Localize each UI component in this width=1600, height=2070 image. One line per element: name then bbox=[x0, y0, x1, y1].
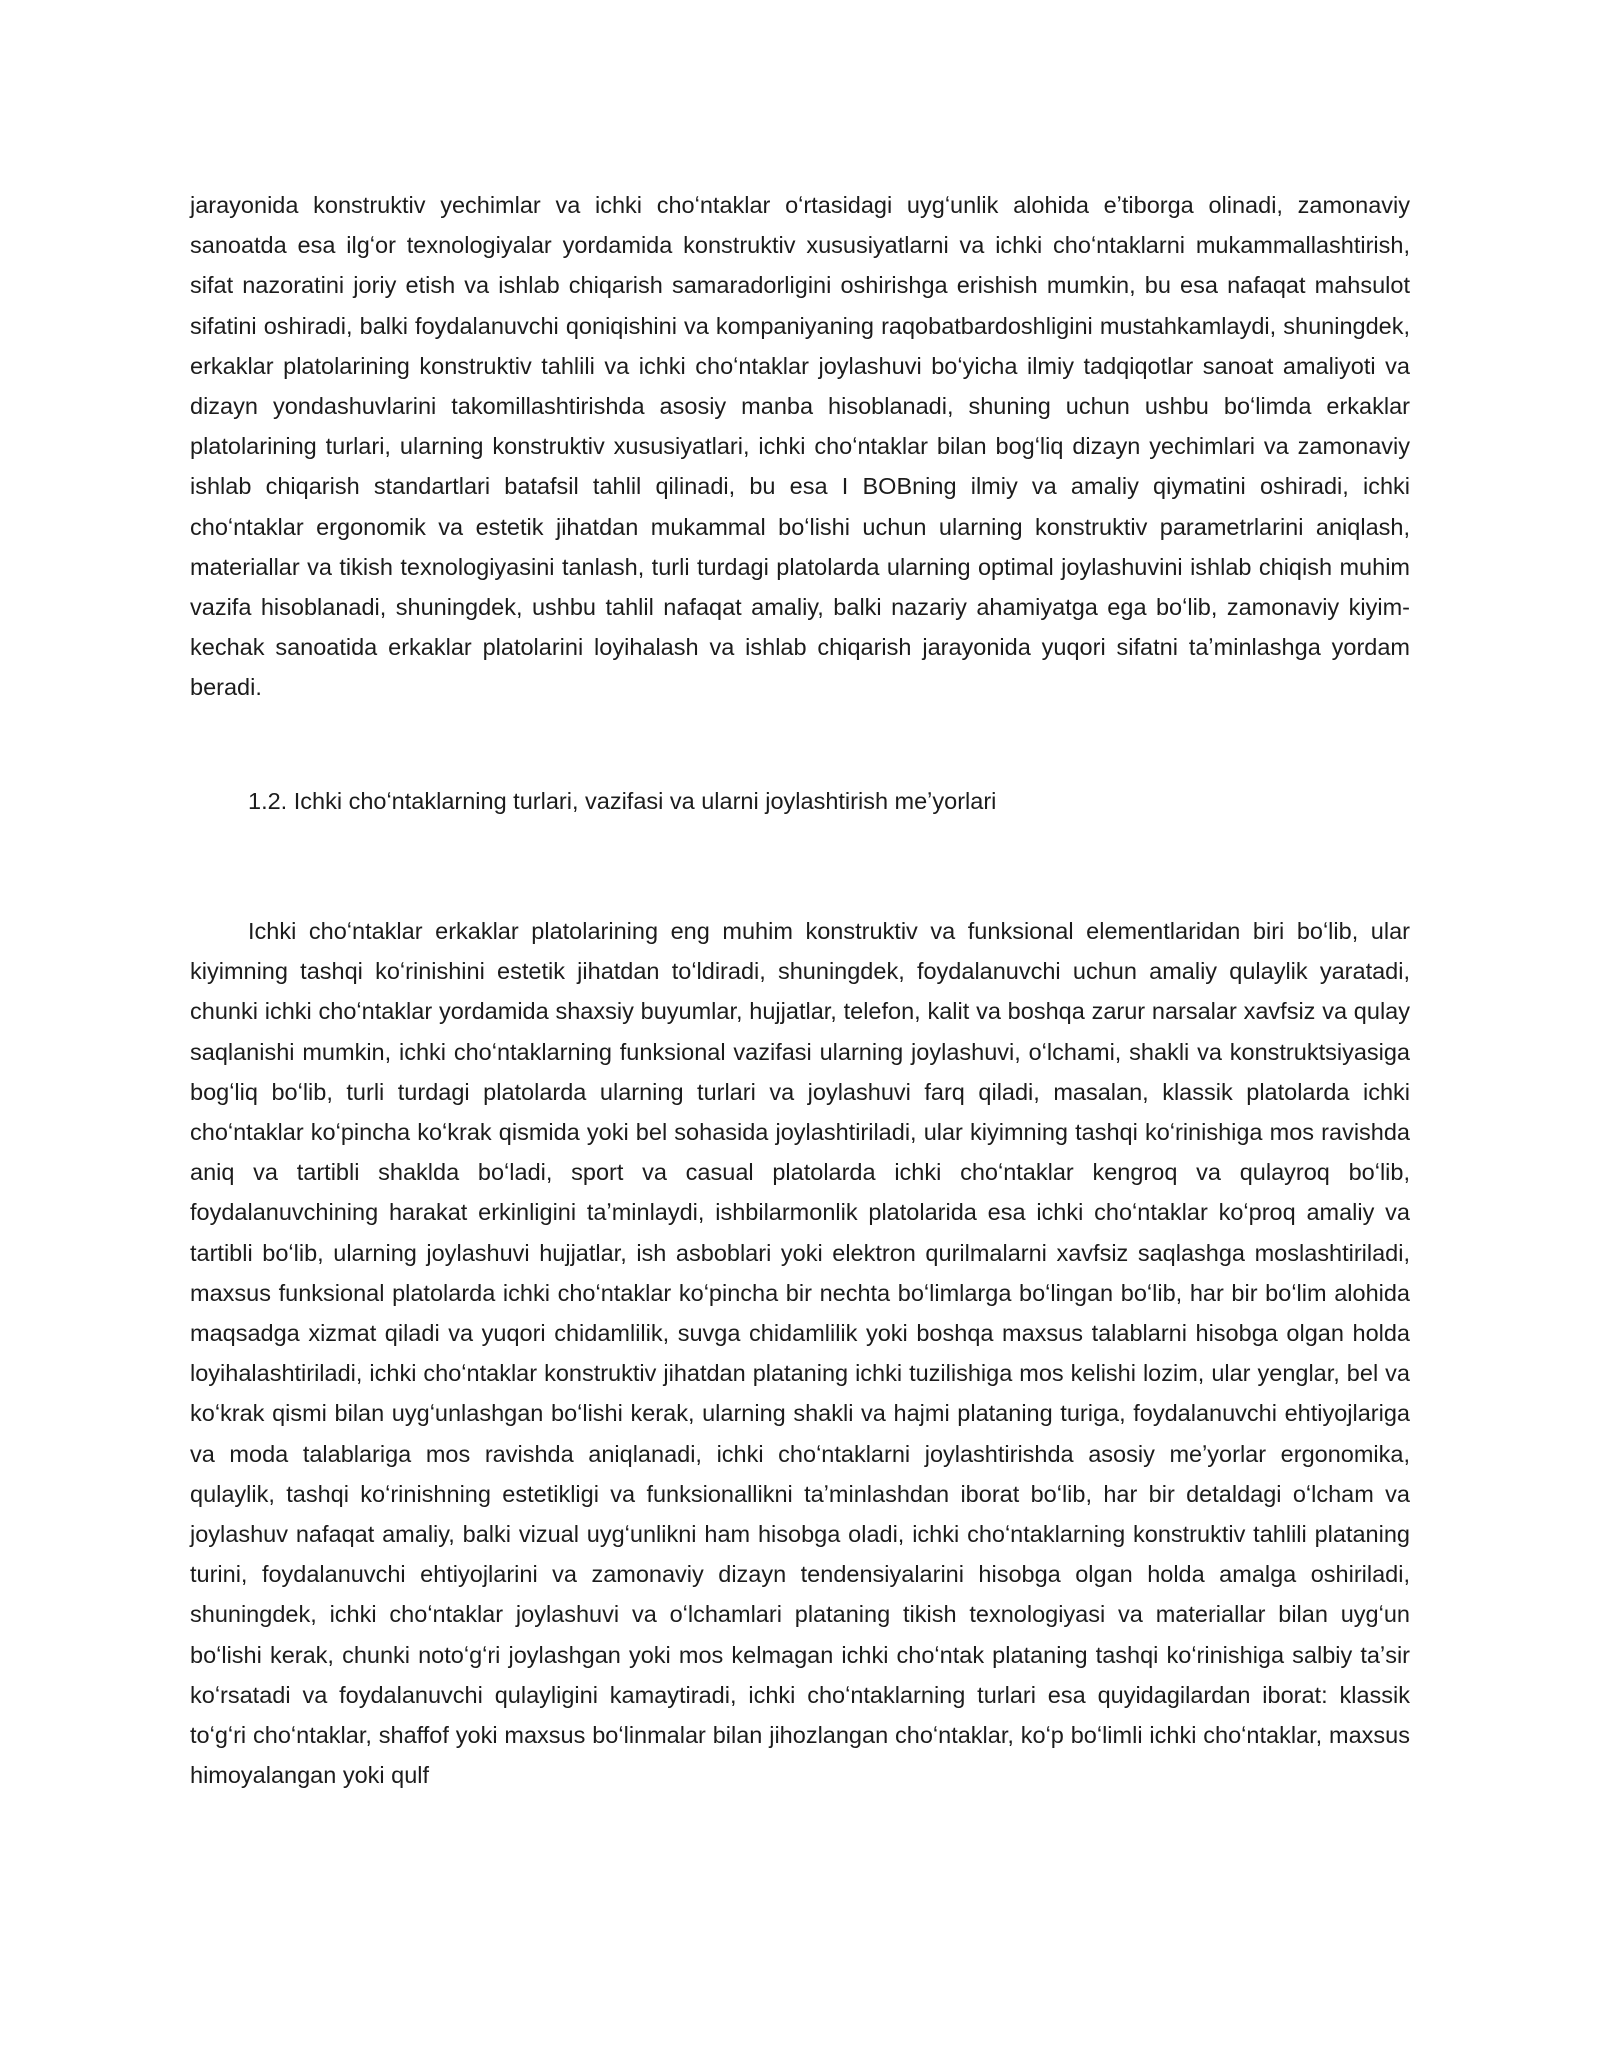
paragraph-text: jarayonida konstruktiv yechimlar va ichki choʻntaklar oʻrtasidagi uygʻunlik alohida eʼtiborga olinadi, zamonaviy sanoatda esa ilgʻor texnologiyalar yordamida konstruktiv xususiyatlarni va ichki choʻntaklarni mukammallashtirish, sifat nazoratini joriy etish va ishlab chiqarish samaradorligini oshirishga erishish mumkin, bu esa nafaqat mahsulot sifatini oshiradi, balki foydalanuvchi qoniqishini va kompaniyaning raqobatbardoshligini mustahkamlaydi, shuningdek, erkaklar platolarining konstruktiv tahlili va ichki choʻntaklar joylashuvi boʻyicha ilmiy tadqiqotlar sanoat amaliyoti va dizayn yondashuvlarini takomillashtirishda asosiy manba hisoblanadi, shuning uchun ushbu boʻlimda erkaklar platolarining turlari, ularning konstruktiv xususiyatlari, ichki choʻntaklar bilan bogʻliq dizayn yechimlari va zamonaviy ishlab chiqarish standartlari batafsil tahlil qilinadi, bu esa I BOBning ilmiy va amaliy qiymatini oshiradi, ichki choʻntaklar ergonomik va estetik jihatdan mukammal boʻlishi uchun ularning konstruktiv parametrlarini aniqlash, materiallar va tikish texnologiyasini tanlash, turli turdagi platolarda ularning optimal joylashuvini ishlab chiqish muhim vazifa hisoblanadi, shuningdek, ushbu tahlil nafaqat amaliy, balki nazariy ahamiyatga ega boʻlib, zamonaviy kiyim-kechak sanoatida erkaklar platolarini loyihalash va ishlab chiqarish jarayonida yuqori sifatni taʼminlashga yordam beradi. bbox=[190, 192, 1410, 701]
paragraph-text: Ichki choʻntaklar erkaklar platolarining eng muhim konstruktiv va funksional elementlaridan biri boʻlib, ular kiyimning tashqi koʻrinishini estetik jihatdan toʻldiradi, shuningdek, foydalanuvchi uchun amaliy qulaylik yaratadi, chunki ichki choʻntaklar yordamida shaxsiy buyumlar, hujjatlar, telefon, kalit va boshqa zarur narsalar xavfsiz va qulay saqlanishi mumkin, ichki choʻntaklarning funksional vazifasi ularning joylashuvi, oʻlchami, shakli va konstruktsiyasiga bogʻliq boʻlib, turli turdagi platolarda ularning turlari va joylashuvi farq qiladi, masalan, klassik platolarda ichki choʻntaklar koʻpincha koʻkrak qismida yoki bel sohasida joylashtiriladi, ular kiyimning tashqi koʻrinishiga mos ravishda aniq va tartibli shaklda boʻladi, sport va casual platolarda ichki choʻntaklar kengroq va qulayroq boʻlib, foydalanuvchining harakat erkinligini taʼminlaydi, ishbilarmonlik platolarida esa ichki choʻntaklar koʻproq amaliy va tartibli boʻlib, ularning joylashuvi hujjatlar, ish asboblari yoki elektron qurilmalarni xavfsiz saqlashga moslashtiriladi, maxsus funksional platolarda ichki choʻntaklar koʻpincha bir nechta boʻlimlarga boʻlingan boʻlib, har bir boʻlim alohida maqsadga xizmat qiladi va yuqori chidamlilik, suvga chidamlilik yoki boshqa maxsus talablarni hisobga olgan holda loyihalashtiriladi, ichki choʻntaklar konstruktiv jihatdan plataning ichki tuzilishiga mos kelishi lozim, ular yenglar, bel va koʻkrak qismi bilan uygʻunlashgan boʻlishi kerak, ularning shakli va hajmi plataning turiga, foydalanuvchi ehtiyojlariga va moda talablariga mos ravishda aniqlanadi, ichki choʻntaklarni joylashtirishda asosiy meʼyorlar ergonomika, qulaylik, tashqi koʻrinishning estetikligi va funksionallikni taʼminlashdan iborat boʻlib, har bir detaldagi oʻlcham va joylashuv nafaqat amaliy, balki vizual uygʻunlikni ham hisobga oladi, ichki choʻntaklarning konstruktiv tahlili plataning turini, foydalanuvchi ehtiyojlarini va zamonaviy dizayn tendensiyalarini hisobga olgan holda amalga oshiriladi, shuningdek, ichki choʻntaklar joylashuvi va oʻlchamlari plataning tikish texnologiyasi va materiallar bilan uygʻun boʻlishi kerak, chunki notoʻgʻri joylashgan yoki mos kelmagan ichki choʻntak plataning tashqi koʻrinishiga salbiy taʼsir koʻrsatadi va foydalanuvchi qulayligini kamaytiradi, ichki choʻntaklarning turlari esa quyidagilardan iborat: klassik toʻgʻri choʻntaklar, shaffof yoki maxsus boʻlinmalar bilan jihozlangan choʻntaklar, koʻp boʻlimli ichki choʻntaklar, maxsus himoyalangan yoki qulf bbox=[190, 918, 1410, 1789]
section-heading: 1.2. Ichki choʻntaklarning turlari, vazifasi va ularni joylashtirish meʼyorlari bbox=[248, 788, 997, 814]
body-paragraph-continued bbox=[190, 185, 1410, 708]
body-paragraph bbox=[190, 911, 1410, 1795]
